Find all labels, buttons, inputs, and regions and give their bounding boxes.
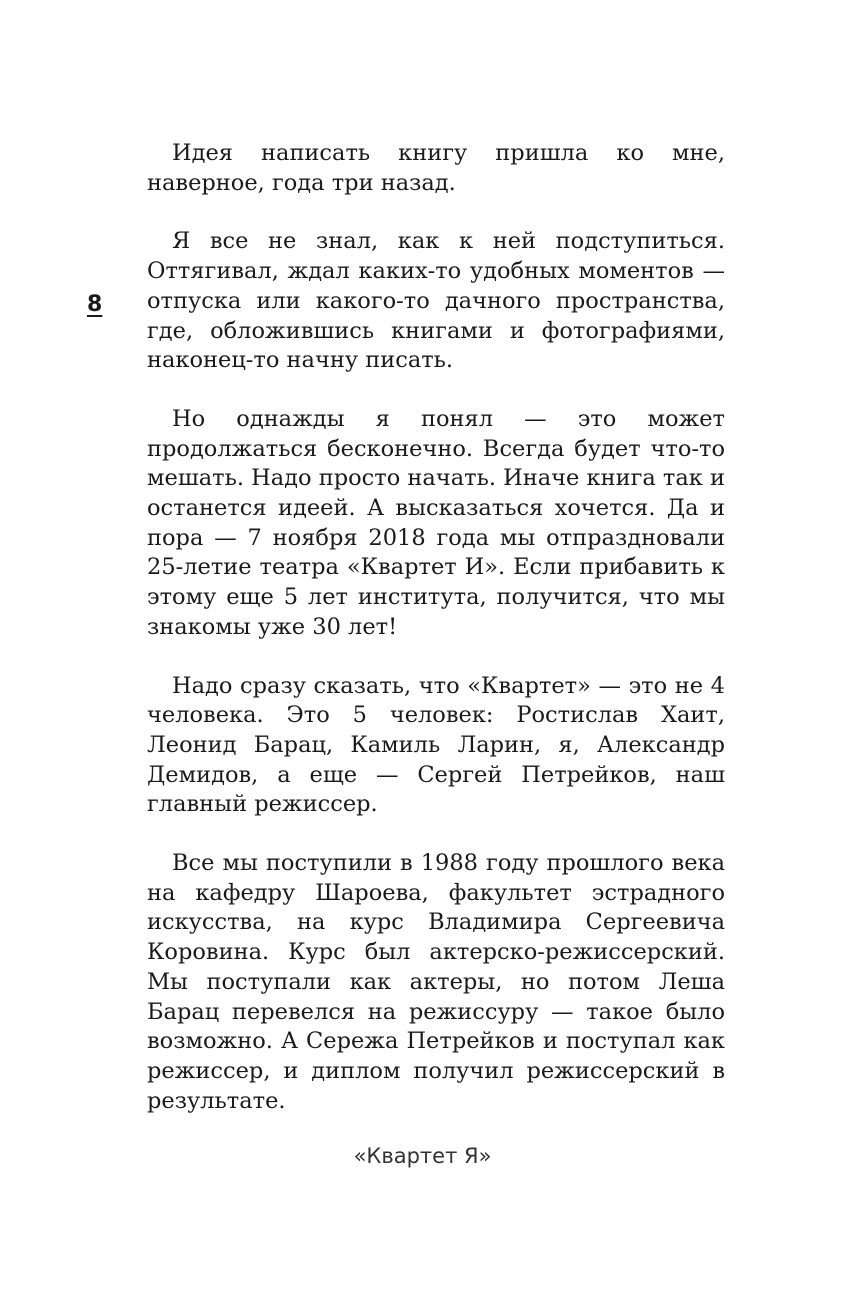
paragraph-5: Все мы поступили в 1988 году прошлого века на кафедру Шароева, факультет эстрадного искусства, на курс Владимира Сергеевича Коровина. Курс был актерско-режиссерский. Мы поступали как актеры, но потом Леша Барац перевелся на режиссуру — такое было возможно. А Сережа Петрейков и поступал как режиссер, и диплом получил режиссерский в результате. — [147, 850, 725, 1114]
page-number: 8 — [87, 292, 103, 317]
body-text — [147, 139, 725, 1145]
paragraph-3: Но однажды я понял — это может продолжаться бесконечно. Всегда будет что-то мешать. Надо просто начать. Иначе книга так и останется идеей. А высказаться хочется. Да и пора — 7 ноября 2018 года мы отпраздновали 25-летие театра «Квартет И». Если прибавить к этому еще 5 лет института, получится, что мы знакомы уже 30 лет! — [147, 405, 725, 640]
paragraph-1: Идея написать книгу пришла ко мне, наверное, года три назад. — [147, 140, 725, 196]
paragraph-4: Надо сразу сказать, что «Квартет» — это не 4 человека. Это 5 человек: Ростислав Хаит, Леонид Барац, Камиль Ларин, я, Александр Демидов, а еще — Сергей Петрейков, наш главный режиссер. — [147, 672, 725, 818]
paragraph-2: Я все не знал, как к ней подступиться. Оттягивал, ждал каких-то удобных моментов — отпуска или какого-то дачного пространства, где, обложившись книгами и фотографиями, наконец-то начну писать. — [147, 228, 725, 374]
running-footer-title: «Квартет Я» — [353, 1144, 492, 1168]
